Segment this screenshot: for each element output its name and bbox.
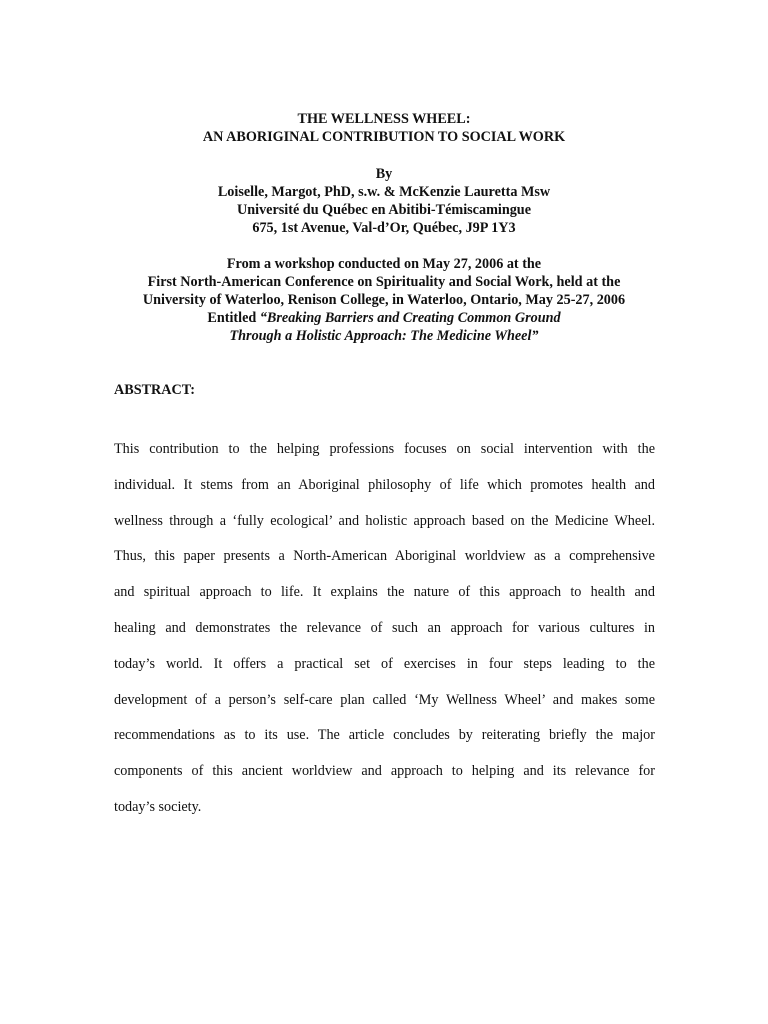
abstract-line: and spiritual approach to life. It explains the nature of this approach to health and [114, 584, 655, 601]
authors: Loiselle, Margot, PhD, s.w. & McKenzie Lauretta Msw [217, 184, 551, 200]
title-line-1: THE WELLNESS WHEEL: [297, 111, 471, 127]
document-title [0, 110, 768, 146]
workshop-line-2: First North-American Conference on Spirituality and Social Work, held at the [147, 274, 621, 290]
abstract-line: Thus, this paper presents a North-American Aboriginal worldview as a comprehensive [114, 548, 655, 565]
address: 675, 1st Avenue, Val-d’Or, Québec, J9P 1Y3 [252, 220, 516, 236]
by-label: By [375, 166, 393, 182]
abstract-heading: ABSTRACT: [114, 382, 195, 398]
entitled-prefix: Entitled [207, 310, 260, 326]
abstract-line: today’s world. It offers a practical set of exercises in four steps leading to the [114, 655, 655, 672]
workshop-line-3: University of Waterloo, Renison College, in Waterloo, Ontario, May 25-27, 2006 [142, 292, 626, 308]
abstract-line: recommendations as to its use. The article concludes by reiterating briefly the major [114, 727, 655, 744]
institution: Université du Québec en Abitibi-Témiscamingue [237, 202, 531, 218]
workshop-line-1: From a workshop conducted on May 27, 2006 at the [226, 256, 542, 272]
workshop-title-part-1: “Breaking Barriers and Creating Common Ground [259, 310, 561, 326]
abstract-line: components of this ancient worldview and approach to helping and its relevance for [114, 763, 655, 780]
abstract-line: individual. It stems from an Aboriginal philosophy of life which promotes health and [114, 476, 655, 493]
abstract-line: today’s society. [114, 798, 202, 815]
abstract-line: development of a person’s self-care plan called ‘My Wellness Wheel’ and makes some [114, 691, 655, 708]
workshop-title-part-2: Through a Holistic Approach: The Medicine Wheel” [229, 328, 539, 344]
abstract-line: healing and demonstrates the relevance of such an approach for various cultures in [114, 619, 655, 636]
abstract-body [114, 432, 655, 826]
abstract-line: This contribution to the helping professions focuses on social intervention with the [114, 441, 655, 457]
workshop-line-4 [0, 309, 768, 327]
title-line-2: AN ABORIGINAL CONTRIBUTION TO SOCIAL WORK [202, 129, 566, 145]
abstract-line: wellness through a ‘fully ecological’ and holistic approach based on the Medicine Wheel. [114, 512, 655, 529]
workshop-info [0, 255, 768, 345]
author-block [0, 165, 768, 237]
